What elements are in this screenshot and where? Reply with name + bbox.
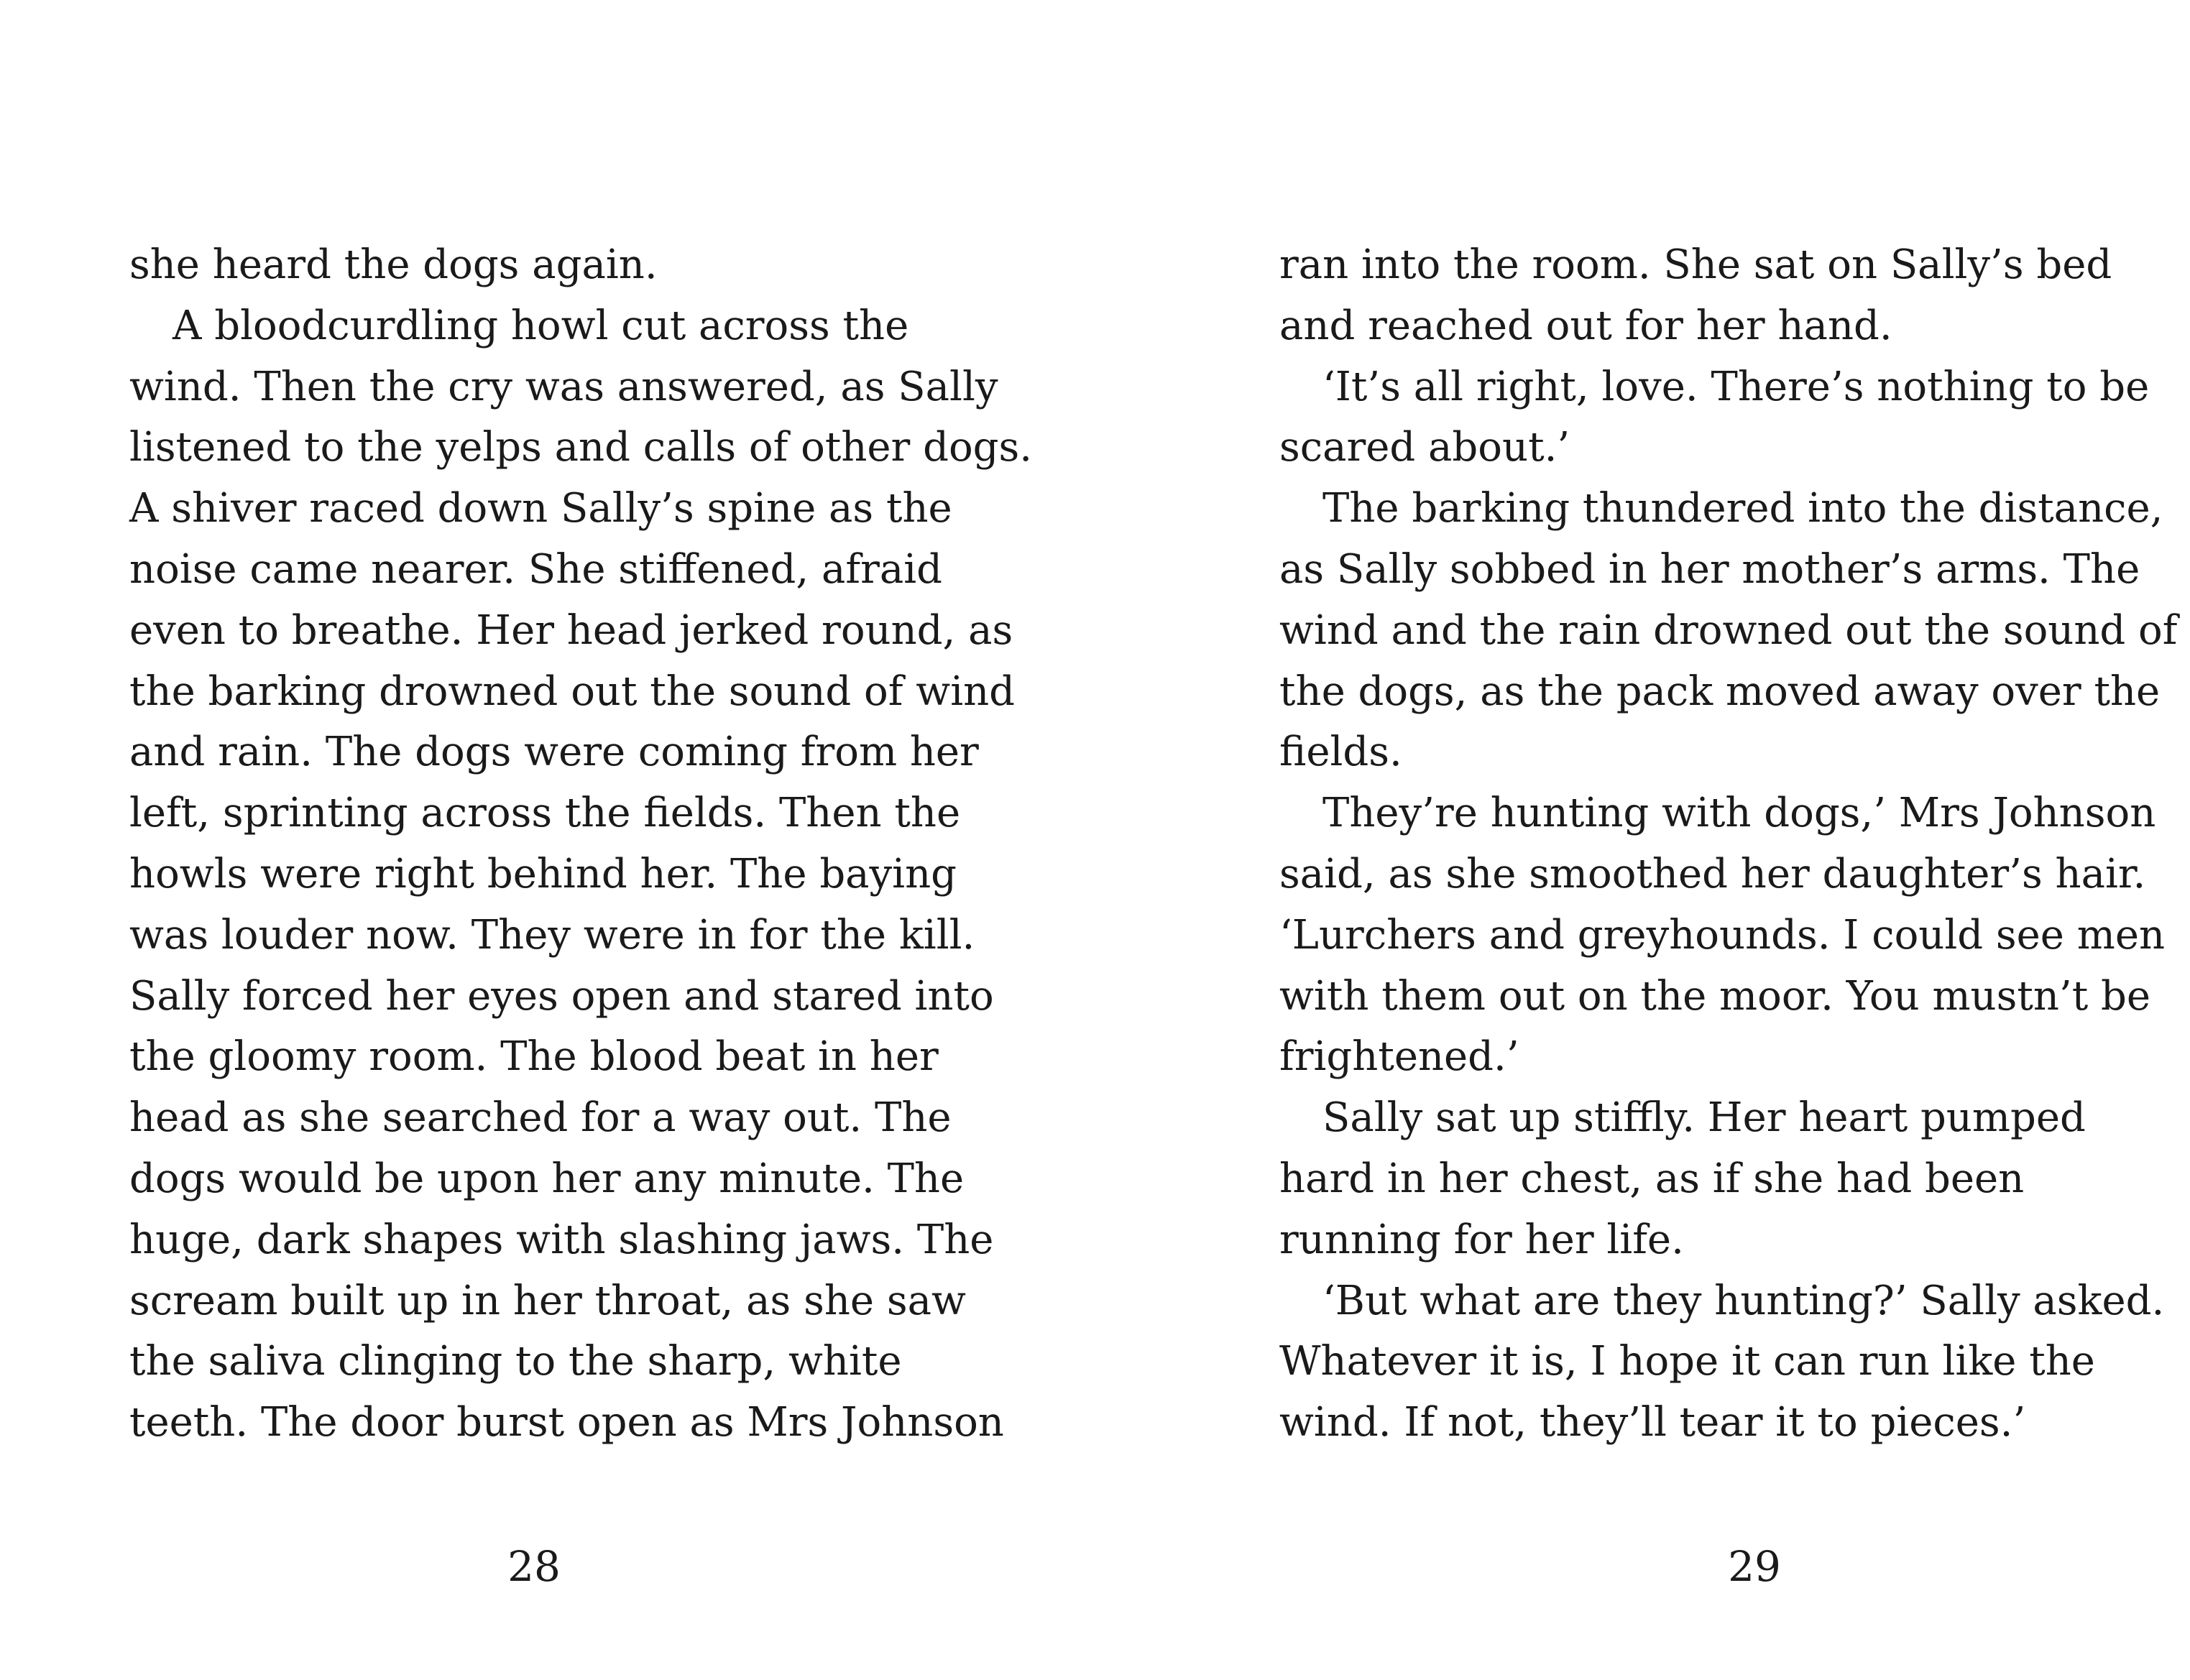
- text-line: frightened.’: [1279, 1033, 1519, 1081]
- text-line: running for her life.: [1279, 1216, 1684, 1263]
- text-line: scream built up in her throat, as she saw: [129, 1277, 966, 1324]
- text-line: A bloodcurdling howl cut across the: [172, 302, 909, 349]
- text-line: teeth. The door burst open as Mrs Johnson: [129, 1399, 1004, 1446]
- text-line: listened to the yelps and calls of other dogs.: [129, 424, 1033, 471]
- text-line: and rain. The dogs were coming from her: [129, 729, 979, 776]
- text-line: Sally sat up stiffly. Her heart pumped: [1322, 1094, 2086, 1142]
- text-line: ran into the room. She sat on Sally’s bed: [1279, 241, 2112, 288]
- text-line: scared about.’: [1279, 424, 1570, 471]
- text-line: wind. If not, they’ll tear it to pieces.’: [1279, 1399, 2026, 1446]
- text-line: head as she searched for a way out. The: [129, 1094, 952, 1142]
- text-line: huge, dark shapes with slashing jaws. The: [129, 1216, 994, 1263]
- text-line: ‘It’s all right, love. There’s nothing to be: [1322, 363, 2150, 410]
- text-line: fields.: [1279, 729, 1402, 776]
- text-line: The barking thundered into the distance,: [1322, 485, 2163, 532]
- page-number: 28: [507, 1542, 561, 1591]
- text-line: was louder now. They were in for the kill.: [129, 911, 975, 959]
- text-line: left, sprinting across the fields. Then the: [129, 790, 961, 837]
- text-line: howls were right behind her. The baying: [129, 850, 957, 897]
- text-line: ‘Lurchers and greyhounds. I could see men: [1279, 911, 2166, 959]
- text-line: the dogs, as the pack moved away over the: [1279, 668, 2161, 715]
- page-number: 29: [1728, 1542, 1781, 1591]
- text-line: even to breathe. Her head jerked round, as: [129, 606, 1013, 654]
- text-line: A shiver raced down Sally’s spine as the: [129, 485, 952, 532]
- text-line: Sally forced her eyes open and stared into: [129, 972, 994, 1020]
- right-page-text: [1279, 235, 2178, 1454]
- text-line: noise came nearer. She stiffened, afraid: [129, 545, 943, 593]
- text-line: hard in her chest, as if she had been: [1279, 1155, 2025, 1202]
- right-page: [1095, 0, 2190, 1680]
- text-line: and reached out for her hand.: [1279, 302, 1892, 349]
- text-line: dogs would be upon her any minute. The: [129, 1155, 965, 1202]
- left-page-text: [129, 235, 1032, 1454]
- text-line: They’re hunting with dogs,’ Mrs Johnson: [1322, 790, 2156, 837]
- text-line: wind and the rain drowned out the sound of: [1279, 606, 2178, 654]
- text-line: the saliva clinging to the sharp, white: [129, 1338, 902, 1385]
- text-line: wind. Then the cry was answered, as Sally: [129, 363, 998, 410]
- text-line: as Sally sobbed in her mother’s arms. The: [1279, 545, 2140, 593]
- text-line: the barking drowned out the sound of wind: [129, 668, 1016, 715]
- text-line: with them out on the moor. You mustn’t be: [1279, 972, 2151, 1020]
- text-line: said, as she smoothed her daughter’s hair.: [1279, 850, 2146, 897]
- text-line: Whatever it is, I hope it can run like the: [1279, 1338, 2095, 1385]
- text-line: ‘But what are they hunting?’ Sally asked.: [1322, 1277, 2165, 1324]
- text-line: she heard the dogs again.: [129, 241, 658, 288]
- text-line: the gloomy room. The blood beat in her: [129, 1033, 939, 1081]
